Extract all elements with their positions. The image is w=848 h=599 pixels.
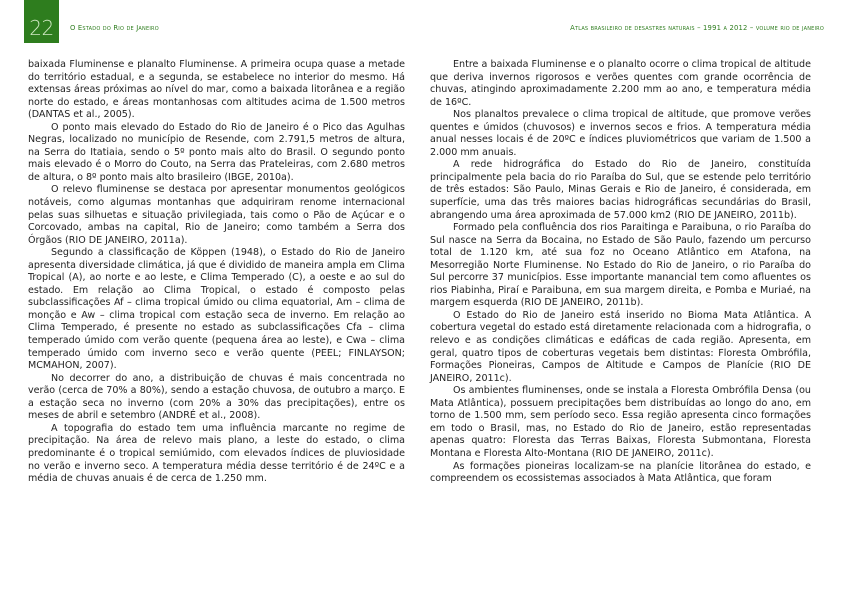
right-column: [430, 59, 811, 486]
page-number-box: [24, 0, 59, 43]
paragraph: O Estado do Rio de Janeiro está inserido no Bioma Mata Atlântica. A cobertura vegetal do estado está diretamente relacionada com a hidrografia, o relevo e as condições climáticas e edáficas de cada região. Apresenta, em geral, quatro tipos de coberturas vegetais bem distintas: Floresta Ombrófila, Formações Pioneiras, Campos de Altitude e Campos de Planície (RIO DE JANEIRO, 2011c).: [430, 309, 811, 384]
paragraph: Entre a baixada Fluminense e o planalto ocorre o clima tropical de altitude que deriva invernos rigorosos e verões quentes com grande ocorrência de chuvas, atingindo aproximadamente 2.200 mm ao ano, e temperatura média de 16ºC.: [430, 59, 811, 108]
paragraph: As formações pioneiras localizam-se na planície litorânea do estado, e compreendem os ecossistemas associados à Mata Atlântica, que foram: [430, 460, 811, 485]
paragraph: O ponto mais elevado do Estado do Rio de Janeiro é o Pico das Agulhas Negras, localizado no município de Resende, com 2.791,5 metros de altura, na Serra do Itatiaia, sendo o 5º ponto mais alto do Brasil. O segundo ponto mais elevado é o Morro do Couto, na Serra das Prateleiras, com 2.680 metros de altura, o 8º ponto mais alto brasileiro (IBGE, 2010a).: [28, 121, 405, 183]
paragraph: baixada Fluminense e planalto Fluminense. A primeira ocupa quase a metade do território estadual, e a segunda, se estabelece no interior do mesmo. Há extensas áreas próximas ao nível do mar, como a baixada litorânea e a região norte do estado, e áreas montanhosas com altitudes acima de 1.500 metros (DANTAS et al., 2005).: [28, 59, 405, 121]
page-number: 22: [29, 16, 54, 40]
running-title-right: Atlas brasileiro de desastres naturais – 1991 a 2012 – volume rio de janeiro: [570, 24, 824, 32]
paragraph: Formado pela confluência dos rios Paraitinga e Paraibuna, o rio Paraíba do Sul nasce na Serra da Bocaina, no Estado de São Paulo, fazendo um percurso total de 1.120 km, até sua foz no Oceano Atlântico em Atafona, na Mesorregião Norte Fluminense. No Estado do Rio de Janeiro, o rio Paraíba do Sul percorre 37 municípios. Esse importante manancial tem como afluentes os rios Piabinha, Piraí e Paraibuna, em sua margem direita, e Pomba e Muriaé, na margem esquerda (RIO DE JANEIRO, 2011b).: [430, 222, 811, 309]
paragraph: Segundo a classificação de Köppen (1948), o Estado do Rio de Janeiro apresenta diversidade climática, já que é dividido de maneira ampla em Clima Tropical (A), ao norte e ao leste, e Clima Temperado (C), a oeste e ao sul do estado. Em relação ao Clima Tropical, o estado é composto pelas subclassificações Af – clima tropical úmido ou clima equatorial, Am – clima de monção e Aw – clima tropical com estação seca de inverno. Em relação ao Clima Temperado, é presente no estado as subclassificações Cfa – clima temperado úmido com verão quente (pequena área ao leste), e Cwa – clima temperado úmido com inverno seco e verão quente (PEEL; FINLAYSON; MCMAHON, 2007).: [28, 247, 405, 372]
left-column: [28, 59, 405, 486]
paragraph: O relevo fluminense se destaca por apresentar monumentos geológicos notáveis, como algumas montanhas que adquiriram renome internacional pelas suas silhuetas e situação privilegiada, tais como o Pão de Açúcar e o Corcovado, ambas na capital, Rio de Janeiro; como também a Serra dos Órgãos (RIO DE JANEIRO, 2011a).: [28, 184, 405, 246]
running-title-left: O Estado do Rio de Janeiro: [70, 24, 159, 32]
paragraph: A rede hidrográfica do Estado do Rio de Janeiro, constituída principalmente pela bacia do rio Paraíba do Sul, que se estende pelo território de três estados: São Paulo, Minas Gerais e Rio de Janeiro, é considerada, em superfície, uma das três maiores bacias hidrográficas secundárias do Brasil, abrangendo uma área aproximada de 57.000 km2 (RIO DE JANEIRO, 2011b).: [430, 159, 811, 221]
paragraph: Nos planaltos prevalece o clima tropical de altitude, que promove verões quentes e úmidos (chuvosos) e invernos secos e frios. A temperatura média anual nesses locais é de 20ºC e índices pluviométricos que variam de 1.500 a 2.000 mm anuais.: [430, 109, 811, 158]
paragraph: Os ambientes fluminenses, onde se instala a Floresta Ombrófila Densa (ou Mata Atlântica), possuem precipitações bem distribuídas ao longo do ano, em torno de 1.500 mm, sem período seco. Essa região apresenta cinco formações em todo o Brasil, mas, no Estado do Rio de Janeiro, estão representadas apenas quatro: Floresta das Terras Baixas, Floresta Submontana, Floresta Montana e Floresta Alto-Montana (RIO DE JANEIRO, 2011c).: [430, 385, 811, 459]
paragraph: A topografia do estado tem uma influência marcante no regime de precipitação. Na área de relevo mais plano, a leste do estado, o clima predominante é o tropical semiúmido, com elevados índices de pluviosidade no verão e inverno seco. A temperatura média desse território é de 24ºC e a média de chuvas anuais é de cerca de 1.250 mm.: [28, 422, 405, 485]
paragraph: No decorrer do ano, a distribuição de chuvas é mais concentrada no verão (cerca de 70% a 80%), sendo a estação chuvosa, de outubro a março. E a estação seca no inverno (com 20% a 30% das precipitações), entre os meses de abril e setembro (ANDRÉ et al., 2008).: [28, 372, 405, 422]
